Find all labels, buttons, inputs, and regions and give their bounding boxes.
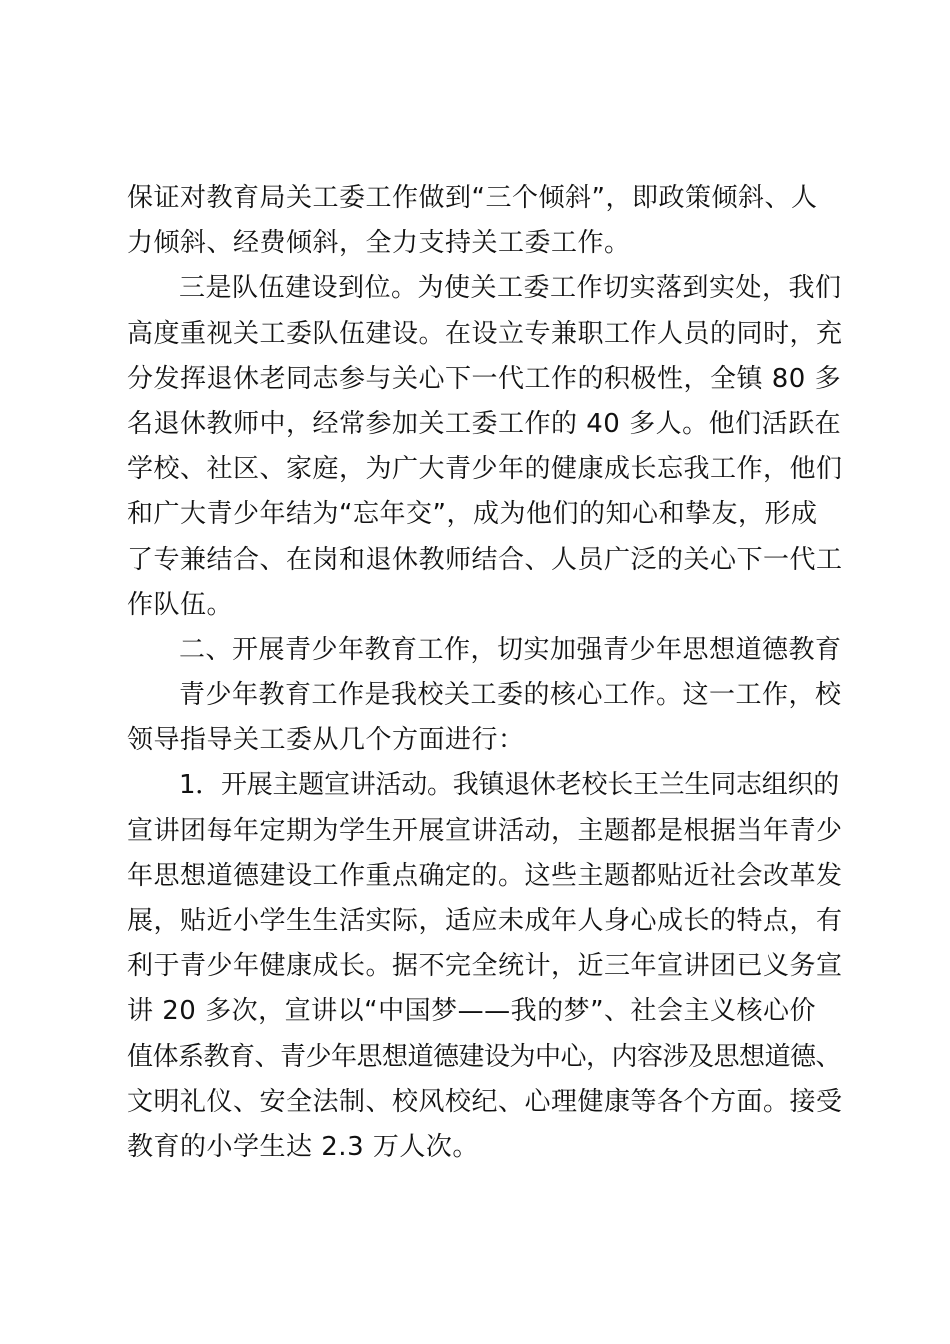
text-line: 学校、社区、家庭，为广大青少年的健康成长忘我工作，他们 — [127, 454, 843, 485]
text-line: 名退休教师中，经常参加关工委工作的 40 多人。他们活跃在 — [127, 408, 842, 439]
text-line: 领导指导关工委从几个方面进行： — [127, 725, 525, 756]
text-line: 作队伍。 — [127, 589, 234, 620]
text-line: 宣讲团每年定期为学生开展宣讲活动，主题都是根据当年青少 — [127, 815, 843, 846]
body-text — [127, 176, 843, 1170]
text-line: 力倾斜、经费倾斜，全力支持关工委工作。 — [127, 228, 631, 259]
text-line: 1．开展主题宣讲活动。我镇退休老校长王兰生同志组织的 — [179, 770, 840, 801]
text-line: 三是队伍建设到位。为使关工委工作切实落到实处，我们 — [179, 273, 842, 304]
text-line: 分发挥退休老同志参与关心下一代工作的积极性，全镇 80 多 — [127, 363, 842, 394]
text-line: 展，贴近小学生生活实际，适应未成年人身心成长的特点，有 — [127, 906, 843, 936]
section-heading: 二、开展青少年教育工作，切实加强青少年思想道德教育 — [179, 634, 842, 665]
text-line: 和广大青少年结为“忘年交”，成为他们的知心和挚友，形成 — [127, 499, 818, 530]
text-line: 年思想道德建设工作重点确定的。这些主题都贴近社会改革发 — [127, 860, 843, 891]
text-line: 文明礼仪、安全法制、校风校纪、心理健康等各个方面。接受 — [127, 1086, 843, 1117]
text-line: 高度重视关工委队伍建设。在设立专兼职工作人员的同时，充 — [127, 318, 843, 349]
text-line: 教育的小学生达 2.3 万人次。 — [127, 1131, 479, 1162]
text-line: 保证对教育局关工委工作做到“三个倾斜”，即政策倾斜、人 — [127, 183, 818, 213]
text-line: 值体系教育、青少年思想道德建设为中心，内容涉及思想道德、 — [127, 1041, 842, 1072]
text-line: 了专兼结合、在岗和退休教师结合、人员广泛的关心下一代工 — [127, 544, 843, 575]
text-line: 利于青少年健康成长。据不完全统计，近三年宣讲团已义务宣 — [127, 951, 843, 982]
text-line: 讲 20 多次，宣讲以“中国梦——我的梦”、社会主义核心价 — [127, 996, 817, 1027]
text-line: 青少年教育工作是我校关工委的核心工作。这一工作，校 — [179, 680, 842, 711]
